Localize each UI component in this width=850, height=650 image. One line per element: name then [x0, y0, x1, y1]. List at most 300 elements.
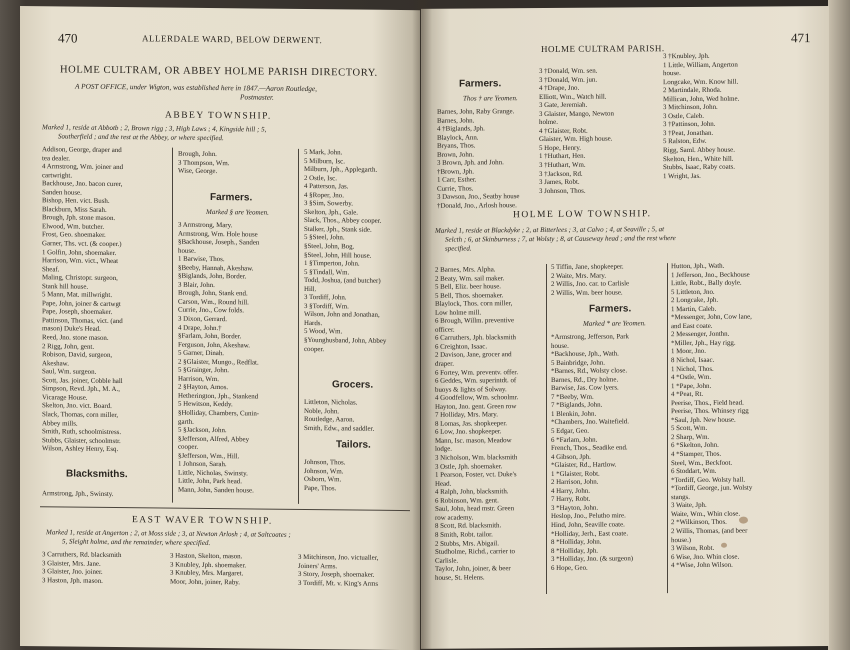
- list-item: buoys & lights of Solway.: [435, 385, 507, 394]
- list-item: Rigg, Saml. Abbey house.: [663, 146, 735, 155]
- list-item: Pattinson, Thomas, vict. (and: [42, 317, 123, 326]
- list-item: Pape, Thos.: [304, 484, 337, 492]
- farmers-heading-holme-low: Farmers.: [589, 303, 632, 315]
- list-item: 3 Tordiff, John.: [304, 294, 347, 302]
- list-item: 6 Fortey, Wm. preventv. offer.: [435, 368, 519, 377]
- list-item: Hutton, Jph., Wath.: [671, 262, 725, 271]
- grocers-list: [304, 399, 416, 434]
- abbey-note-2: Southerfield ; and the rest at the Abbey, or where specified.: [58, 132, 224, 143]
- list-item: 3 Tordiff, Mt. v. King's Arms: [298, 579, 379, 588]
- page-block-edge: [828, 0, 850, 650]
- abbey-farmers-column-2: [304, 149, 416, 355]
- list-item: §Steel, John, Bog.: [304, 242, 355, 251]
- blacksmiths-list: [42, 490, 170, 500]
- list-item: 1 Jefferson, Jno., Beckhouse: [671, 271, 750, 279]
- list-item: tea dealer.: [42, 154, 70, 163]
- grocers-heading: Grocers.: [332, 379, 374, 391]
- list-item: †Brown, Jph.: [437, 168, 474, 176]
- book-gutter: [412, 0, 432, 650]
- list-item: 1 Barwise, Thos.: [178, 255, 225, 264]
- list-item: 5 Ralston, Edw.: [663, 138, 707, 146]
- list-item: Vicarage House.: [42, 394, 88, 402]
- list-item: 2 Messenger, Jonthn.: [671, 331, 730, 339]
- list-item: Studholme, Richd., carrier to: [435, 548, 515, 556]
- running-head-right: HOLME CULTRAM PARISH.: [541, 43, 665, 55]
- list-item: 3 §Sim, Sowerby.: [304, 200, 353, 208]
- list-item: Sheaf.: [42, 265, 60, 274]
- holme-cultram-farmers-column-2: [539, 67, 661, 196]
- list-item: Stalker, Jph., Stank side.: [304, 225, 372, 234]
- list-item: 2 Barnes, Mrs. Alpha.: [435, 266, 496, 274]
- list-item: 7 *Biglands, John.: [551, 401, 603, 410]
- list-item: Waite, Wm., Whin close.: [671, 510, 741, 518]
- list-item: Akeshaw.: [42, 359, 69, 368]
- list-item: Robison, David, surgeon,: [42, 351, 113, 360]
- blacksmiths-heading: Blacksmiths.: [66, 468, 128, 481]
- ink-stain: [721, 543, 727, 548]
- list-item: 3 †Donald, Wm. sen.: [539, 67, 598, 76]
- farmers-note-left: Marked § are Yeomen.: [206, 207, 269, 217]
- list-item: Hards.: [304, 319, 323, 328]
- list-item: draper.: [435, 360, 454, 368]
- list-item: Armstrong, Wm. Hole house: [178, 230, 258, 239]
- list-item: Stubbs, Glaister, schoolmstr.: [42, 436, 121, 445]
- holme-low-note-1: Marked 1, reside at Blackdyke ; 2, at Bitterlees ; 3, at Calvo ; 4, at Seaville ; 5, at: [435, 225, 665, 235]
- list-item: 4 †Glaister, Robt.: [539, 127, 588, 135]
- list-item: 3 §Tordiff, Wm.: [304, 302, 349, 311]
- list-item: 4 Armstrong, Wm. joiner and: [42, 163, 124, 172]
- list-item: 3 Dixon, Gerrard.: [178, 315, 227, 324]
- list-item: Longcake, Wm. Know hill.: [663, 78, 739, 86]
- list-item: 3 James, Robt.: [539, 178, 580, 187]
- list-item: 2 Willis, Thomas, (and beer: [671, 527, 748, 536]
- list-item: Mann, Isc. mason, Meadow: [435, 437, 512, 445]
- list-item: 3 Dawson, Jno., Seatby house: [437, 193, 520, 202]
- list-item: Taylor, John, joiner, & beer: [435, 565, 511, 573]
- abbey-farmers-column: [178, 222, 296, 497]
- running-head-left: ALLERDALE WARD, BELOW DERWENT.: [142, 33, 323, 46]
- list-item: 3 Haston, Skelton, mason.: [170, 552, 243, 561]
- list-item: Saul, John, head mstr. Green: [435, 505, 515, 514]
- list-item: §Jefferson, Wm., Hill.: [178, 452, 240, 461]
- list-item: French, Thos., Seadike end.: [551, 444, 628, 453]
- farmers-heading-left: Farmers.: [210, 191, 253, 204]
- list-item: 2 Willis, Jno. car. to Carlisle: [551, 280, 630, 289]
- holme-low-farmers-column-2: [671, 262, 795, 571]
- list-item: holme.: [539, 119, 558, 127]
- list-item: house.: [178, 247, 196, 255]
- list-item: Blaylock, Thos. corn miller,: [435, 300, 513, 308]
- list-item: 5 Littleton, Jno.: [671, 288, 715, 296]
- list-item: Slack, Thos., Abbey cooper.: [304, 217, 382, 226]
- list-item: 4 Ralph, John, blacksmith.: [435, 488, 509, 496]
- list-item: Ferguson, John, Akeshaw.: [178, 341, 250, 350]
- list-item: Barnes, Rd., Dry holme.: [551, 376, 619, 384]
- list-item: 4 §Roper, Jno.: [304, 191, 344, 200]
- list-item: Skelton, Jno. vict. Board.: [42, 402, 112, 411]
- list-item: 3 Gate, Jeremiah.: [539, 101, 588, 110]
- list-item: Bishop, Hen. vict. Bush.: [42, 197, 110, 206]
- list-item: Low holme mill.: [435, 309, 482, 317]
- list-item: 8 Lomas, Jas. shopkeeper.: [435, 420, 507, 428]
- list-item: 1 §Timperton, John.: [304, 260, 360, 268]
- list-item: 5 Bell, Thos. shoemaker.: [435, 291, 504, 300]
- list-item: 3 †Jackson, Rd.: [539, 170, 583, 178]
- list-item: 4 *Ostle, Wm.: [671, 373, 712, 382]
- list-item: 3 †Pattinson, John.: [663, 121, 716, 129]
- list-item: 5 Hope, Henry.: [539, 144, 582, 152]
- list-item: Glaister, Wm. High house.: [539, 135, 613, 144]
- list-item: Smith, Edw., and saddler.: [304, 424, 375, 433]
- list-item: 3 Knubley, Mrs. Margaret.: [170, 569, 244, 578]
- list-item: 4 *Peat, Rt.: [671, 391, 704, 399]
- list-item: Carson, Wm., Round hill.: [178, 298, 249, 307]
- list-item: Currie, Jno., Cow folds.: [178, 307, 245, 315]
- list-item: 6 Low, Jno. shopkeeper.: [435, 428, 502, 437]
- list-item: 8 *Holliday, John.: [551, 538, 602, 547]
- list-item: 1 *Glaister, Robt.: [551, 470, 600, 478]
- list-item: 2 Beaty, Wm. sail maker.: [435, 274, 505, 283]
- list-item: 5 Tiffin, Jane, shopkeeper.: [551, 263, 624, 271]
- list-item: 3 †Huthart, Wm.: [539, 161, 586, 170]
- list-item: 3 Wilson, Robt.: [671, 544, 715, 553]
- east-waver-note-2: 5, Sleight holme, and the remainder, where specified.: [62, 537, 211, 547]
- list-item: §Backhouse, Joseph., Sanden: [178, 238, 260, 247]
- list-item: Armstrong, Jph., Swinsty.: [42, 490, 114, 498]
- abbey-township-heading: ABBEY TOWNSHIP.: [165, 110, 272, 122]
- farmers-note-right: Thos † are Yeomen.: [463, 94, 518, 103]
- list-item: *Holliday, Jerh., East coate.: [551, 529, 629, 538]
- list-item: Brown, John.: [437, 151, 474, 159]
- list-item: Barwise, Jas. Cow lyers.: [551, 384, 619, 393]
- list-item: 8 Nichol, Isaac.: [671, 356, 715, 365]
- list-item: Little, Nicholas, Swinsty.: [178, 469, 248, 478]
- list-item: 1 Martin, Caleb.: [671, 305, 717, 313]
- list-item: Garner, Ths. vct. (& cooper.): [42, 240, 122, 249]
- list-item: Heslop, Jno., Pelutho mire.: [551, 512, 626, 521]
- list-item: 2 Willis, Wm. beer house.: [551, 289, 623, 297]
- list-item: Peerise, Thos., Field head.: [671, 399, 744, 407]
- east-waver-column-1: [42, 551, 168, 587]
- list-item: 5 Mann, Mat. millwright.: [42, 291, 113, 300]
- list-item: 4 Patterson, Jas.: [304, 183, 349, 191]
- list-item: Carlisle.: [435, 557, 459, 565]
- list-item: *Armstrong, Jefferson, Park: [551, 333, 629, 341]
- list-item: †Donald, Jno., Arlosh house.: [437, 202, 517, 210]
- list-item: Brough, John, Stank end.: [178, 290, 248, 298]
- list-item: 2 Davison, Jane, grocer and: [435, 351, 512, 360]
- list-item: §Younghusband, John, Abbey: [304, 337, 387, 345]
- list-item: Brough, John.: [178, 150, 217, 159]
- list-item: 1 Carr, Esther.: [437, 176, 477, 185]
- list-item: house.: [663, 70, 681, 78]
- list-item: 5 Hewitson, Keddy.: [178, 401, 233, 409]
- list-item: Joiners' Arms.: [298, 562, 338, 570]
- list-item: 6 Geddes, Wm. superintdt. of: [435, 377, 517, 385]
- list-item: Johnson, Wm.: [304, 467, 344, 475]
- list-item: 6 Stoddart, Wm.: [671, 467, 717, 476]
- list-item: 1 Wright, Jas.: [663, 172, 701, 180]
- list-item: 3 *Holliday, Jno. (& surgeon): [551, 555, 634, 564]
- list-item: Mann, John, Sanden house.: [178, 486, 254, 495]
- list-item: 4 Gibson, Jph.: [551, 453, 591, 461]
- east-waver-note-1: Marked 1, reside at Angerton ; 2, at Moss side ; 3, at Newton Arlosh ; 4, at Saltcoates ;: [46, 528, 291, 539]
- list-item: Barnes, John, Raby Grange.: [437, 108, 515, 116]
- list-item: 2 Stubbs, Mrs. Abigail.: [435, 539, 499, 548]
- list-item: Currie, Thos.: [437, 185, 474, 193]
- list-item: 1 †Huthart, Hen.: [539, 153, 586, 161]
- holme-cultram-farmers-column-3: [663, 52, 793, 181]
- list-item: 6 Brough, Willm. preventive: [435, 317, 515, 326]
- list-item: Reed, Jno. stone mason.: [42, 334, 109, 342]
- list-item: 2 Rigg, John, gent.: [42, 342, 95, 351]
- list-item: 5 Mark, John.: [304, 148, 343, 157]
- list-item: *Backhouse, Jph., Wath.: [551, 350, 619, 359]
- abbey-residents-column: [42, 146, 170, 455]
- list-item: Little, Robt., Bally doyle.: [671, 279, 742, 288]
- list-item: 5 Scott, Wm.: [671, 425, 708, 433]
- list-item: Todd, Joshua, (and butcher): [304, 277, 381, 285]
- list-item: 1 Little, William, Angerton: [663, 61, 738, 69]
- holme-low-note-2: Selcth ; 6, at Skinburness ; 7, at Wolsty ; 8, at Causeway head ; and the rest where: [445, 234, 676, 244]
- list-item: 3 Brown, Jph. and John.: [437, 159, 504, 168]
- farmers-note-holme-low: Marked * are Yeomen.: [583, 319, 646, 328]
- list-item: 5 Edgar, Geo.: [551, 427, 589, 435]
- list-item: *Glaister, Rd., Hartlow.: [551, 461, 617, 470]
- list-item: Barnes, John.: [437, 117, 475, 125]
- list-item: Pape, John, joiner & cartwgt: [42, 300, 121, 308]
- list-item: Moor, John, joiner, Raby.: [170, 578, 241, 586]
- east-waver-column-3: [298, 554, 416, 589]
- list-item: house.): [671, 536, 692, 544]
- list-item: 3 Glaister, Mrs. Jane.: [42, 559, 101, 568]
- list-item: 6 *Farlam, John.: [551, 436, 598, 444]
- list-item: Blaylock, Ann.: [437, 134, 479, 142]
- list-item: Stubbs, Isaac, Raby coats.: [663, 163, 735, 172]
- list-item: 2 *Wilkinson, Thos.: [671, 519, 727, 527]
- list-item: 3 *Hayton, John.: [551, 504, 599, 512]
- list-item: 3 Thompson, Wm.: [178, 159, 230, 167]
- list-item: row academy.: [435, 514, 474, 522]
- list-item: Osborn, Wm.: [304, 476, 342, 484]
- list-item: Sanden house.: [42, 188, 82, 197]
- list-item: Scott, Jas. joiner, Cobble hall: [42, 376, 123, 385]
- list-item: 2 Longcake, Jph.: [671, 296, 719, 305]
- post-office-line-2: Postmaster.: [240, 92, 274, 102]
- list-item: *Tordiff, George, jun. Wolsty: [671, 484, 753, 493]
- list-item: Brough, Jph. stone mason.: [42, 214, 116, 223]
- list-item: house, St. Helens.: [435, 574, 485, 582]
- list-item: 6 Wise, Jno. Whin close.: [671, 553, 740, 561]
- list-item: Smith, Ruth, schoolmistress.: [42, 428, 122, 437]
- post-office-line-1: A POST OFFICE, under Wigton, was established here in 1847.—Aaron Routledge,: [75, 81, 317, 94]
- list-item: 4 †Drape, Jno.: [539, 84, 580, 93]
- list-item: Millican, John, Wed holme.: [663, 95, 740, 103]
- tailors-list: [304, 459, 416, 494]
- page-number-right: 471: [791, 30, 811, 46]
- holme-low-residents-column: [435, 266, 553, 583]
- list-item: 3 Mitchinson, Jno. victualler,: [298, 553, 379, 562]
- list-item: §Jefferson, Alfred, Abbey: [178, 435, 250, 444]
- list-item: Milburn, Jph., Applegarth.: [304, 166, 378, 174]
- list-item: Routledge, Aaron.: [304, 416, 355, 424]
- list-item: 6 Creighton, Isaac.: [435, 343, 488, 351]
- list-item: Johnson, Thos.: [304, 458, 346, 467]
- list-item: Slack, Thomas, corn miller,: [42, 411, 119, 419]
- list-item: Elwood, Wm. butcher.: [42, 223, 105, 231]
- farmers-heading-right: Farmers.: [459, 78, 502, 90]
- holme-low-note-3: specified.: [445, 244, 472, 253]
- list-item: 1 Johnson, Sarah.: [178, 460, 227, 469]
- list-item: *Tordiff, Geo. Wolsty hall.: [671, 476, 746, 484]
- list-item: cooper.: [304, 345, 325, 353]
- list-item: 8 *Holliday, Jph.: [551, 547, 599, 555]
- list-item: Hetherington, Jph., Stankend: [178, 392, 259, 401]
- list-item: *Barnes, Rd., Wolsty close.: [551, 367, 628, 376]
- list-item: 3 Ostle, Caleb.: [663, 112, 704, 120]
- list-item: 5 Wood, Wm.: [304, 328, 343, 336]
- left-page: [20, 6, 420, 650]
- list-item: 5 §Tindall, Wm.: [304, 268, 350, 277]
- list-item: 1 *Pape, John.: [671, 382, 712, 390]
- list-item: 3 Haston, Jph. mason.: [42, 576, 103, 585]
- list-item: *Chambers, Jno. Waitefield.: [551, 418, 629, 427]
- column-rule: [667, 263, 668, 593]
- list-item: 2 §Glaister, Mungo., Redflat.: [178, 358, 259, 367]
- list-item: Skelton, Jph., Gale.: [304, 208, 358, 217]
- list-item: 6 Hope, Geo.: [551, 564, 588, 572]
- directory-title: HOLME CULTRAM, OR ABBEY HOLME PARISH DIRECTORY.: [60, 64, 378, 79]
- list-item: stangs.: [671, 493, 690, 501]
- list-item: Hayton, Jno. gent. Green row: [435, 402, 517, 411]
- list-item: 5 §Grainger, John.: [178, 366, 230, 375]
- list-item: mason) Duke's Head.: [42, 325, 101, 334]
- list-item: Harrison, Wm.: [178, 375, 220, 383]
- list-item: Elliott, Wm., Watch hill.: [539, 93, 607, 101]
- list-item: Wilson, John and Jonathan,: [304, 311, 380, 320]
- list-item: 7 Holliday, Mrs. Mary.: [435, 411, 499, 420]
- list-item: Backhouse, Jno. bacon curer,: [42, 180, 123, 189]
- list-item: Addison, George, draper and: [42, 146, 122, 155]
- list-item: 3 Knubley, Jph. shoemaker.: [170, 561, 247, 569]
- list-item: §Biglands, John, Border.: [178, 272, 247, 281]
- list-item: 2 Sharp, Wm.: [671, 433, 710, 442]
- list-item: 3 †Donald, Wm. jun.: [539, 76, 598, 84]
- list-item: Simpson, Revd. Jph., M. A.,: [42, 385, 120, 394]
- list-item: Head.: [435, 480, 452, 488]
- list-item: *Saul, Jph. New house.: [671, 416, 736, 424]
- column-rule: [172, 148, 173, 503]
- list-item: Saul, Wm. surgeon.: [42, 368, 97, 377]
- list-item: 1 Nichol, Thos.: [671, 365, 714, 373]
- list-item: 1 Blenkin, John.: [551, 410, 597, 418]
- list-item: Abbey mills.: [42, 419, 78, 428]
- list-item: 3 Nicholson, Wm. blacksmith: [435, 454, 518, 462]
- list-item: 3 Mitchinson, John.: [663, 104, 718, 112]
- list-item: 7 *Beeby, Wm.: [551, 393, 594, 401]
- list-item: 3 †Knubley, Jph.: [663, 52, 710, 61]
- list-item: §Farlam, John, Border.: [178, 332, 242, 341]
- list-item: 2 §Hayton, Amos.: [178, 384, 229, 392]
- list-item: 2 Waite, Mrs. Mary.: [551, 272, 607, 280]
- list-item: 2 Martindale, Rhoda.: [663, 86, 722, 95]
- list-item: 3 Story, Joseph, shoemaker.: [298, 571, 375, 579]
- list-item: 2 Ostle, Isc.: [304, 174, 337, 182]
- list-item: 3 Ostle, Jph. shoemaker.: [435, 462, 503, 471]
- list-item: 4 Harry, John.: [551, 487, 590, 495]
- list-item: 5 §Jackson, John.: [178, 426, 227, 435]
- list-item: 4 †Biglands, Jph.: [437, 125, 485, 133]
- list-item: 5 §Steel, John.: [304, 234, 345, 242]
- list-item: Hind, John, Seaville coate.: [551, 521, 625, 529]
- list-item: Frost, Geo. shoemaker.: [42, 231, 106, 240]
- column-rule: [546, 264, 547, 594]
- list-item: 4 Drape, John.†: [178, 324, 222, 332]
- list-item: Littleton, Nicholas.: [304, 398, 358, 407]
- right-page: [421, 6, 829, 649]
- holme-low-heading: HOLME LOW TOWNSHIP.: [513, 209, 652, 221]
- list-item: Stank hill house.: [42, 282, 89, 291]
- list-item: Maling, Christopr. surgeon,: [42, 274, 118, 283]
- list-item: 2 Harrison, John.: [551, 478, 599, 487]
- list-item: Little, John, Park head.: [178, 478, 242, 486]
- list-item: 3 Armstrong, Mary.: [178, 221, 233, 230]
- list-item: 6 *Skelton, John.: [671, 442, 719, 450]
- list-item: 3 Glaister, Mango, Newton: [539, 110, 614, 118]
- list-item: Wilson, Ashley Henry, Esq.: [42, 445, 119, 454]
- abbey-traders-top: [178, 151, 296, 178]
- list-item: house.: [551, 342, 569, 350]
- list-item: §Holliday, Chambers, Cunin-: [178, 409, 260, 418]
- list-item: 5 Garner, Dinah.: [178, 349, 225, 358]
- column-rule: [298, 149, 299, 504]
- east-waver-heading: EAST WAVER TOWNSHIP.: [132, 515, 273, 527]
- list-item: Noble, John.: [304, 407, 340, 415]
- list-item: 1 Moor, Jno.: [671, 348, 706, 356]
- list-item: 4 Goodfellow, Wm. schoolmr.: [435, 394, 519, 402]
- list-item: 5 Milburn, Isc.: [304, 157, 345, 165]
- list-item: Peerise, Thos. Whinsey rigg: [671, 407, 749, 416]
- list-item: 1 Golfin, John, shoemaker.: [42, 248, 117, 257]
- list-item: Wise, George.: [178, 167, 218, 176]
- list-item: Pape, Joseph, shoemaker.: [42, 308, 113, 317]
- list-item: cooper.: [178, 443, 199, 452]
- list-item: 7 Harry, Robt.: [551, 496, 591, 504]
- list-item: 5 Bell, Eliz. beer house.: [435, 283, 502, 291]
- list-item: Steel, Wm., Beckfoot.: [671, 459, 733, 467]
- list-item: 6 Carruthers, Jph. blacksmith: [435, 334, 516, 343]
- list-item: 8 Smith, Robt. tailor.: [435, 531, 493, 539]
- list-item: §Steel, John, Hill house.: [304, 251, 372, 260]
- list-item: 5 Bainbridge, John.: [551, 359, 605, 367]
- page-number-left: 470: [58, 30, 78, 46]
- list-item: 1 Pearson, Foster, vct. Duke's: [435, 471, 517, 479]
- list-item: Blackburn, Miss Sarah.: [42, 206, 107, 214]
- abbey-note-1: Marked 1, reside at Abbotb ; 2, Brown rigg ; 3, High Laws ; 4, Kingside hill ; 5,: [42, 123, 267, 134]
- list-item: officer.: [435, 326, 455, 334]
- list-item: 3 Blair, John.: [178, 281, 215, 289]
- list-item: 3 Waite, Jph.: [671, 502, 707, 510]
- list-item: Harrison, Wm. vict., Wheat: [42, 257, 119, 266]
- tailors-heading: Tailors.: [336, 439, 371, 451]
- holme-low-farmers-column-1: [551, 333, 669, 573]
- list-item: cartwright.: [42, 171, 73, 180]
- holme-low-traders-top: [551, 263, 669, 298]
- list-item: *Miller, Jph., Hay rigg.: [671, 339, 736, 348]
- east-waver-column-2: [170, 553, 296, 589]
- list-item: Bryans, Thos.: [437, 142, 476, 150]
- list-item: 3 Carruthers, Rd. blacksmith: [42, 551, 122, 560]
